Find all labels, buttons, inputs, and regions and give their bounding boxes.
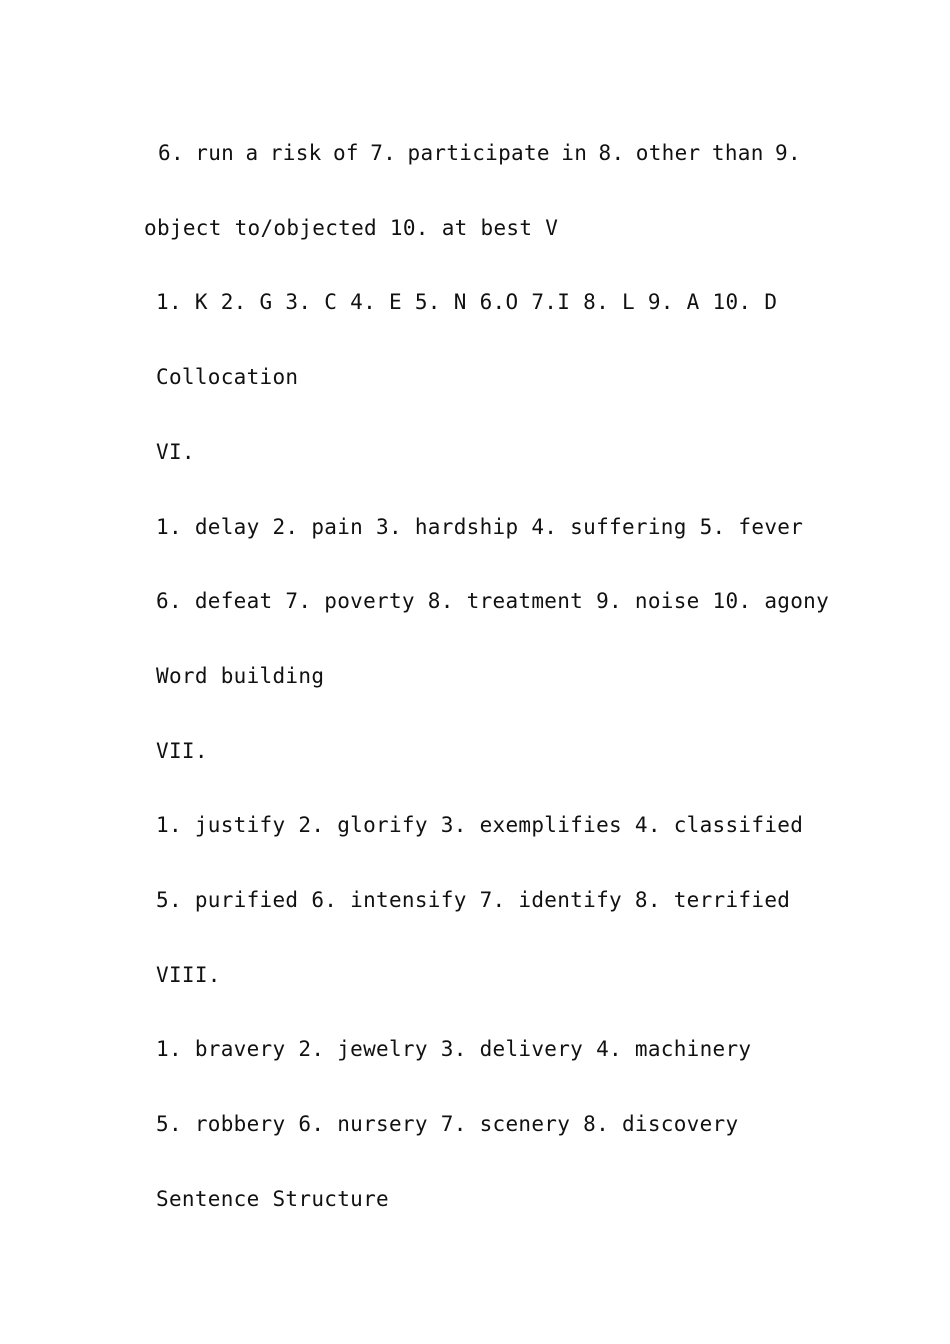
answer-line: 5. purified 6. intensify 7. identify 8. terrified — [156, 888, 791, 912]
answer-line: 6. defeat 7. poverty 8. treatment 9. noise 10. agony — [156, 589, 830, 613]
answer-line-justified — [158, 139, 801, 167]
answer-word: 6. — [158, 141, 184, 165]
answer-word: risk — [269, 141, 322, 165]
answer-word: 9. — [775, 141, 801, 165]
answer-word: 7. — [370, 141, 397, 165]
answer-word: a — [245, 141, 259, 165]
section-heading: Sentence Structure — [156, 1187, 389, 1211]
answer-word: 8. — [598, 141, 625, 165]
answer-line: 1. justify 2. glorify 3. exemplifies 4. classified — [156, 813, 804, 837]
answer-line: 1. bravery 2. jewelry 3. delivery 4. machinery — [156, 1037, 752, 1061]
section-number: VIII. — [156, 963, 221, 987]
answer-line: 5. robbery 6. nursery 7. scenery 8. discovery — [156, 1112, 739, 1136]
section-heading: Word building — [156, 664, 325, 688]
section-number: VI. — [156, 440, 195, 464]
answer-line: 1. K 2. G 3. C 4. E 5. N 6.O 7.I 8. L 9. A 10. D — [156, 290, 778, 314]
answer-word: run — [195, 141, 235, 165]
section-heading: Collocation — [156, 365, 299, 389]
answer-line: object to/objected 10. at best V — [144, 216, 559, 240]
answer-line: 1. delay 2. pain 3. hardship 4. suffering 5. fever — [156, 515, 804, 539]
answer-word: than — [711, 141, 764, 165]
answer-word: participate — [407, 141, 550, 165]
answer-word: of — [332, 141, 359, 165]
answer-word: other — [635, 141, 701, 165]
answer-word: in — [561, 141, 588, 165]
section-number: VII. — [156, 739, 208, 763]
